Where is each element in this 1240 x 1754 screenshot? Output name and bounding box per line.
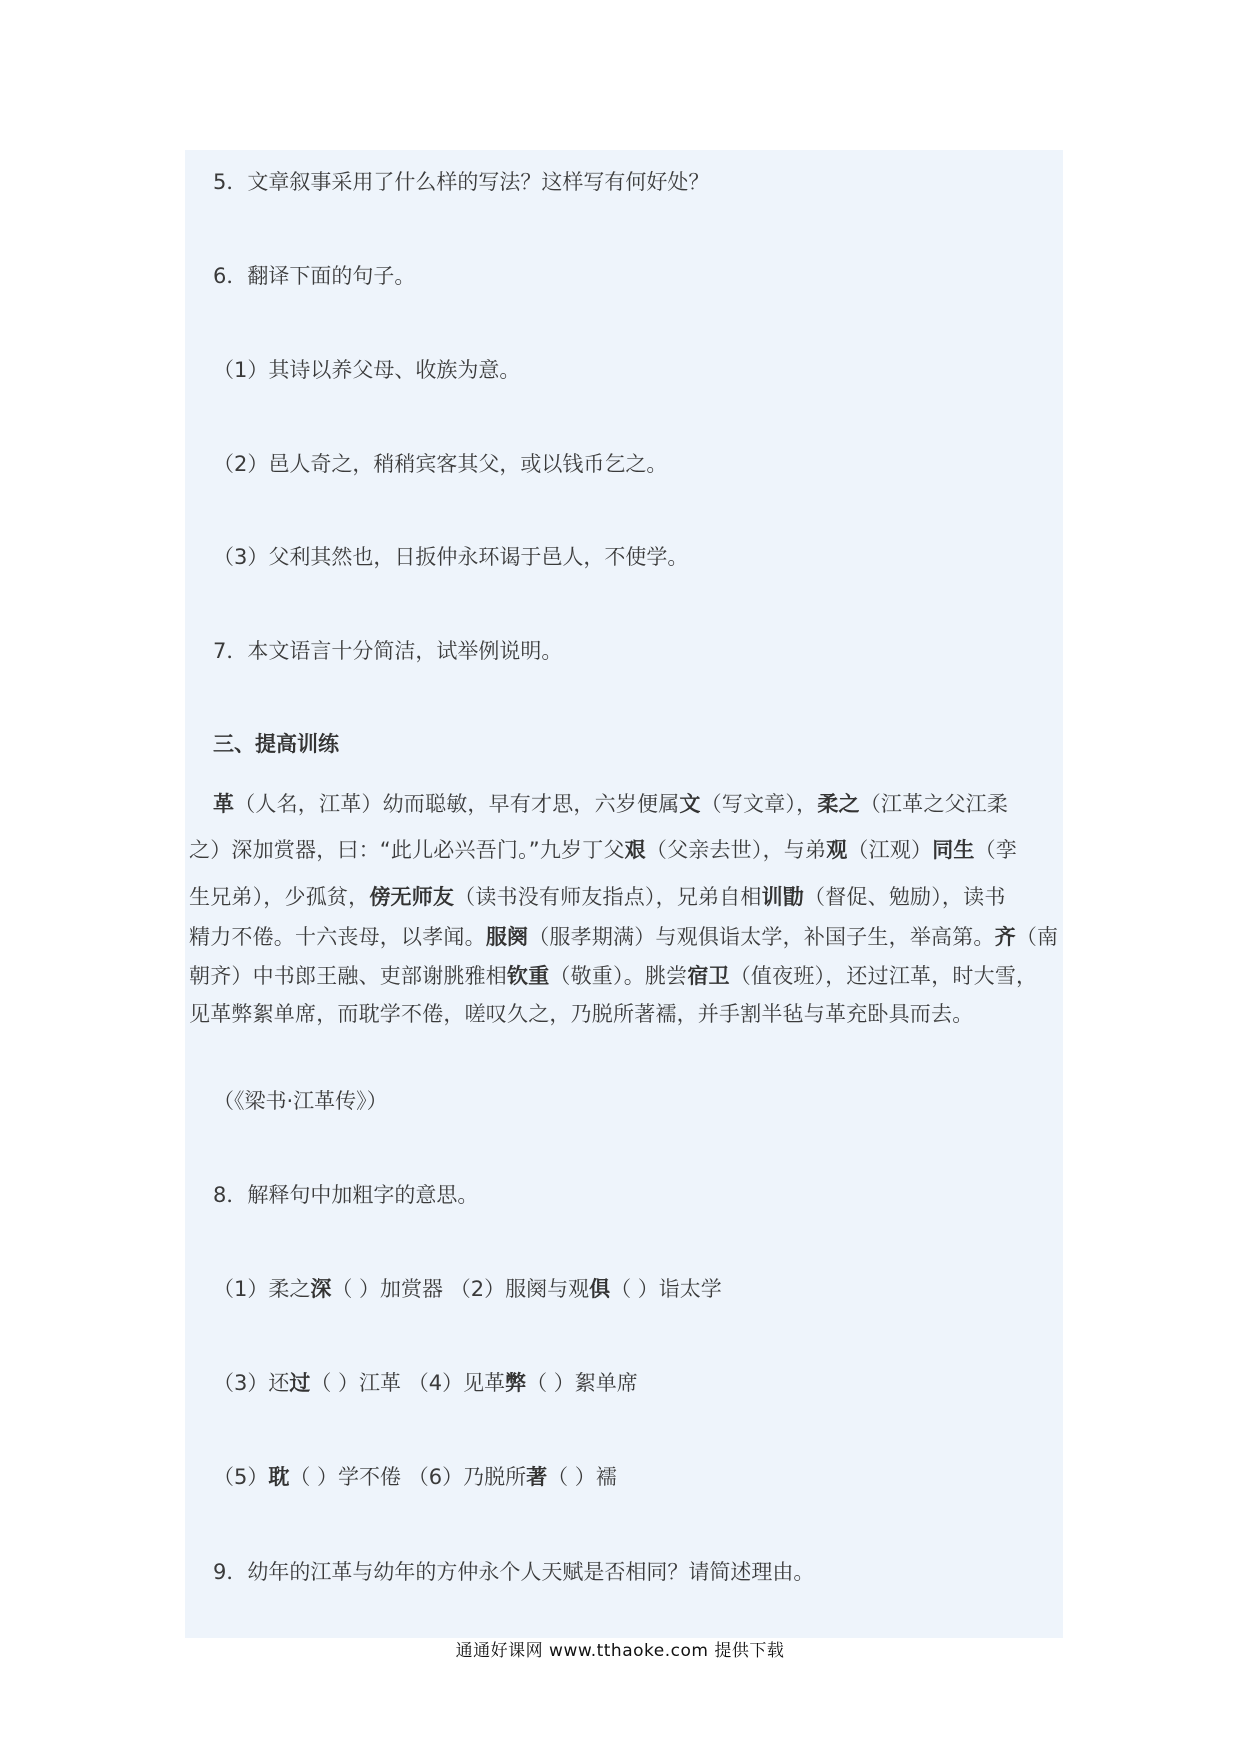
passage-line-1: 革（人名，江革）幼而聪敏，早有才思，六岁便属文（写文章），柔之（江革之父江柔	[213, 792, 1009, 816]
footer-credit: 通通好课网 www.tthaoke.com 提供下载	[455, 1641, 785, 1661]
section-heading: 三、提高训练	[213, 732, 339, 756]
passage-line-2: 之）深加赏器，曰：“此儿必兴吾门。”九岁丁父艰（父亲去世），与弟观（江观）同生（孪	[189, 838, 1018, 862]
question-8: 8．解释句中加粗字的意思。	[213, 1183, 479, 1207]
passage-line-5: 朝齐）中书郎王融、吏部谢朓雅相钦重（敬重）。朓尝宿卫（值夜班），还过江革，时大雪，	[189, 964, 1038, 988]
passage-line-3: 生兄弟），少孤贫，傍无师友（读书没有师友指点），兄弟自相训勖（督促、勉励），读书	[189, 885, 1006, 909]
passage-line-6: 见革弊絮单席，而耽学不倦，嗟叹久之，乃脱所著襦，并手割半毡与革充卧具而去。	[189, 1002, 974, 1026]
question-9: 9．幼年的江革与幼年的方仲永个人天赋是否相同？请简述理由。	[213, 1560, 815, 1584]
content-panel	[185, 150, 1063, 1638]
question-6: 6．翻译下面的句子。	[213, 264, 416, 288]
question-6-item-2: （2）邑人奇之，稍稍宾客其父，或以钱币乞之。	[213, 452, 668, 476]
passage-source: （《梁书·江革传》）	[213, 1089, 388, 1113]
question-6-item-3: （3）父利其然也，日扳仲永环谒于邑人，不使学。	[213, 545, 689, 569]
question-8-row-1: （1）柔之深（ ）加赏器 （2）服阕与观俱（ ）诣太学	[213, 1277, 722, 1301]
question-8-row-3: （5）耽（ ）学不倦 （6）乃脱所著（ ）襦	[213, 1465, 617, 1489]
passage-line-4: 精力不倦。十六丧母，以孝闻。服阕（服孝期满）与观俱诣太学，补国子生，举高第。齐（南	[189, 925, 1059, 949]
question-6-item-1: （1）其诗以养父母、收族为意。	[213, 358, 521, 382]
question-7: 7．本文语言十分简洁，试举例说明。	[213, 639, 563, 663]
question-5: 5．文章叙事采用了什么样的写法？这样写有何好处？	[213, 170, 710, 194]
question-8-row-2: （3）还过（ ）江革 （4）见革弊（ ）絮单席	[213, 1371, 638, 1395]
